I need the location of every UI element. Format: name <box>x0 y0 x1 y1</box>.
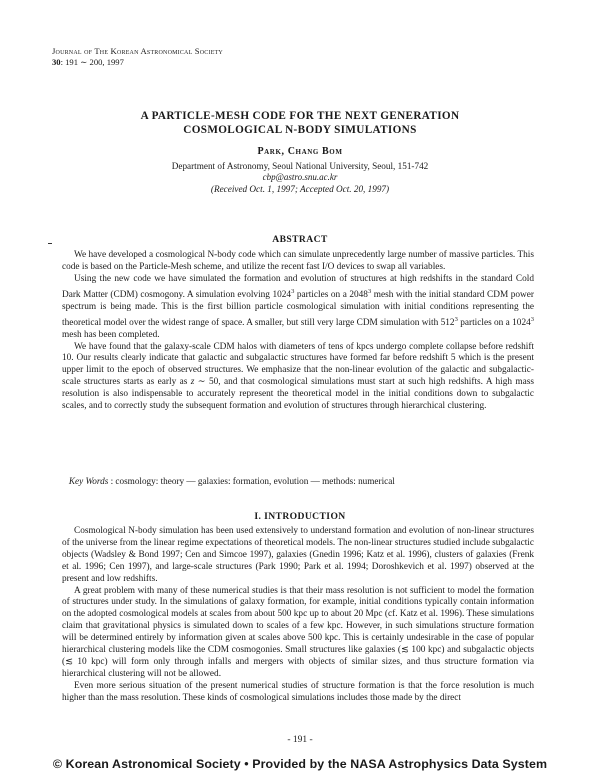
keywords <box>62 475 534 487</box>
keywords-label: Key Words <box>68 476 109 486</box>
abstract-body <box>62 250 534 413</box>
intro-heading: I. INTRODUCTION <box>254 511 346 522</box>
ads-footer: © Korean Astronomical Society • Provided by the NASA Astrophysics Data System <box>52 757 548 771</box>
intro-paragraph-2: A great problem with many of these numerical studies is that their mass resolution is not sufficient to model the formation of structures under study. In the simulations of galaxy formation, for example, initial conditions typically contain information on the adopted cosmological models at scales from about 500 kpc up to about 20 Mpc (cf. Katz et al. 1996). These simulations claim that gravitational physics is simulated down to scales of a few kpc. However, in such simulations structure formation will be determined entirely by information given at scales above 500 kpc. This is certainly undesirable in the case of popular hierarchical clustering models like the CDM cosmogonies. Small structures like galaxies (≲ 100 kpc) and subgalactic objects (≲ 10 kpc) will form only through infalls and mergers with objects of similar sizes, and thus structure formation via hierarchical clustering will not be allowed. <box>62 585 534 679</box>
paper-title-line1: A PARTICLE-MESH CODE FOR THE NEXT GENERATION <box>140 110 460 122</box>
abstract-paragraph-2: Using the new code we have simulated the formation and evolution of structures at high redshifts in the standard Cold Dark Matter (CDM) cosmogony. A simulation evolving 1024$^3$ particles on a 2048$^3$ mesh with the initial standard CDM power spectrum is being made. This is the first billion particle cosmological simulation with initial conditions representing the theoretical model over the widest range of space. A smaller, but still very large CDM simulation with $512^3$ particles on a 1024$^3$ mesh has been completed. <box>62 273 534 340</box>
author-name: Park, Chang Bom <box>257 146 343 157</box>
abstract-paragraph-1: We have developed a cosmological N-body code which can simulate unprecedently large number of massive particles. This code is based on the Particle-Mesh scheme, and utilize the recent fast I/O devices to swap all variables. <box>62 250 534 272</box>
author-email: cbp@astro.snu.ac.kr <box>262 172 338 182</box>
keywords-text: : cosmology: theory — galaxies: formation, evolution — methods: numerical <box>108 476 395 486</box>
intro-paragraph-3: Even more serious situation of the present numerical studies of structure formation is that the force resolution is much higher than the mass resolution. These kinds of cosmological simulations includes those made by the direct <box>62 680 534 703</box>
journal-pages: : 191 ∼ 200, 1997 <box>60 56 124 67</box>
abstract-heading: ABSTRACT <box>272 234 328 245</box>
paper-title <box>0 110 600 137</box>
intro-paragraph-1: Cosmological N-body simulation has been used extensively to understand formation and evolution of non-linear structures of the universe from the linear regime expectations of theoretical models. The non-linear structures studied include subgalactic objects (Wadsley & Bond 1997; Cen and Simcoe 1997), galaxies (Gnedin 1996; Katz et al. 1996), clusters of galaxies (Frenk et al. 1996; Cen 1997), and large-scale structures (Park 1990; Park et al. 1994; Doroshkevich et al. 1997) observed at the present and low redshifts. <box>62 526 534 584</box>
abstract-paragraph-3: We have found that the galaxy-scale CDM halos with diameters of tens of kpcs undergo complete collapse before redshift 10. Our results clearly indicate that galactic and subgalactic structures have formed far before redshift 5 which is the present upper limit to the epoch of observed structures. We emphasize that the non-linear evolution of the galactic and subgalactic-scale structures starts as early as z ∼ 50, and that cosmological simulations must start at such high redshifts. A high mass resolution is also indispensable to accurately represent the theoretical model in the initial conditions down to subgalactic scales, and to correctly study the subsequent formation and evolution of structures through hierarchical clustering. <box>62 341 534 412</box>
affiliation: Department of Astronomy, Seoul National University, Seoul, 151-742 <box>171 161 429 171</box>
page-number: - 191 - <box>287 735 313 745</box>
journal-header <box>52 46 223 67</box>
paper-title-line2: COSMOLOGICAL N-BODY SIMULATIONS <box>183 123 417 136</box>
journal-name: Journal of The Korean Astronomical Society <box>52 46 223 56</box>
received-dates: (Received Oct. 1, 1997; Accepted Oct. 20, 1997) <box>210 184 390 194</box>
journal-volume: 30 <box>52 56 61 67</box>
intro-body <box>62 526 534 705</box>
